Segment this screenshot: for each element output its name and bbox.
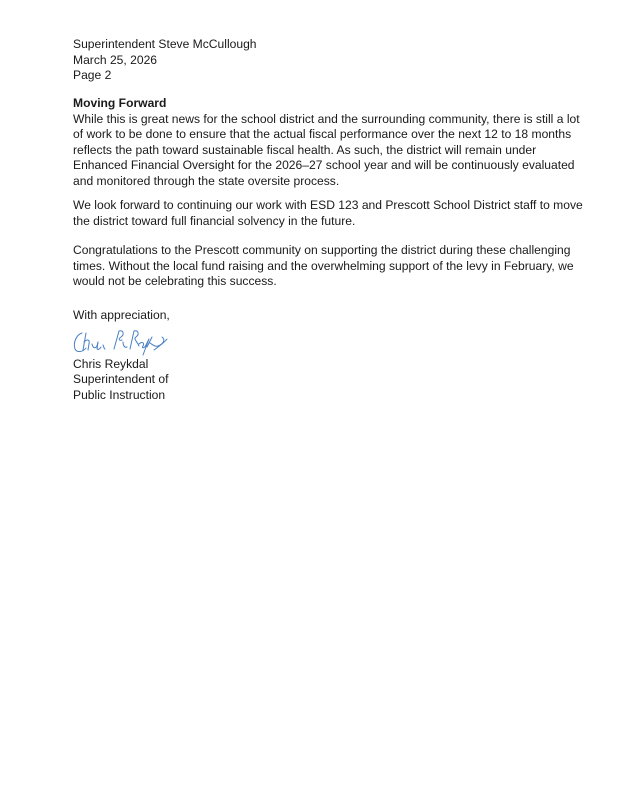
- paragraph-line: Congratulations to the Prescott community on supporting the district during these challenging: [73, 243, 571, 257]
- signatory: [73, 357, 373, 404]
- moving-forward-section: [73, 96, 580, 190]
- date-line: March 25, 2026: [73, 52, 158, 67]
- paragraph-line: While this is great news for the school district and the surrounding community, there is still a lot: [73, 111, 580, 126]
- closing-salutation: With appreciation,: [73, 308, 170, 322]
- paragraph-line: of work to be done to ensure that the actual fiscal performance over the next 12 to 18 months: [73, 127, 572, 142]
- paragraph-line: the district toward full financial solvency in the future.: [73, 213, 356, 228]
- signatory-title: Public Instruction: [73, 387, 166, 402]
- section-heading: Moving Forward: [73, 96, 167, 110]
- paragraph-line: would not be celebrating this success.: [73, 274, 277, 289]
- letter-header: [73, 37, 553, 84]
- recipient-line: Superintendent Steve McCullough: [73, 37, 257, 51]
- page-number: Page 2: [73, 68, 112, 83]
- signature-block: [73, 308, 373, 403]
- signatory-title: Superintendent of: [73, 372, 169, 387]
- paragraph-line: times. Without the local fund raising and the overwhelming support of the levy in February, we: [73, 258, 574, 273]
- handwritten-signature: [70, 325, 170, 357]
- signatory-name: Chris Reykdal: [73, 356, 149, 371]
- moving-forward-paragraph: [73, 111, 580, 190]
- paragraph-line: Enhanced Financial Oversight for the 2026–27 school year and will be continuously evaluated: [73, 158, 575, 173]
- collaboration-paragraph: [73, 198, 583, 229]
- paragraph-line: reflects the path toward sustainable fiscal health. As such, the district will remain under: [73, 142, 537, 157]
- paragraph-line: and monitored through the state oversite process.: [73, 173, 340, 188]
- paragraph-line: We look forward to continuing our work with ESD 123 and Prescott School District staff to move: [73, 198, 583, 212]
- congratulations-paragraph: [73, 243, 574, 290]
